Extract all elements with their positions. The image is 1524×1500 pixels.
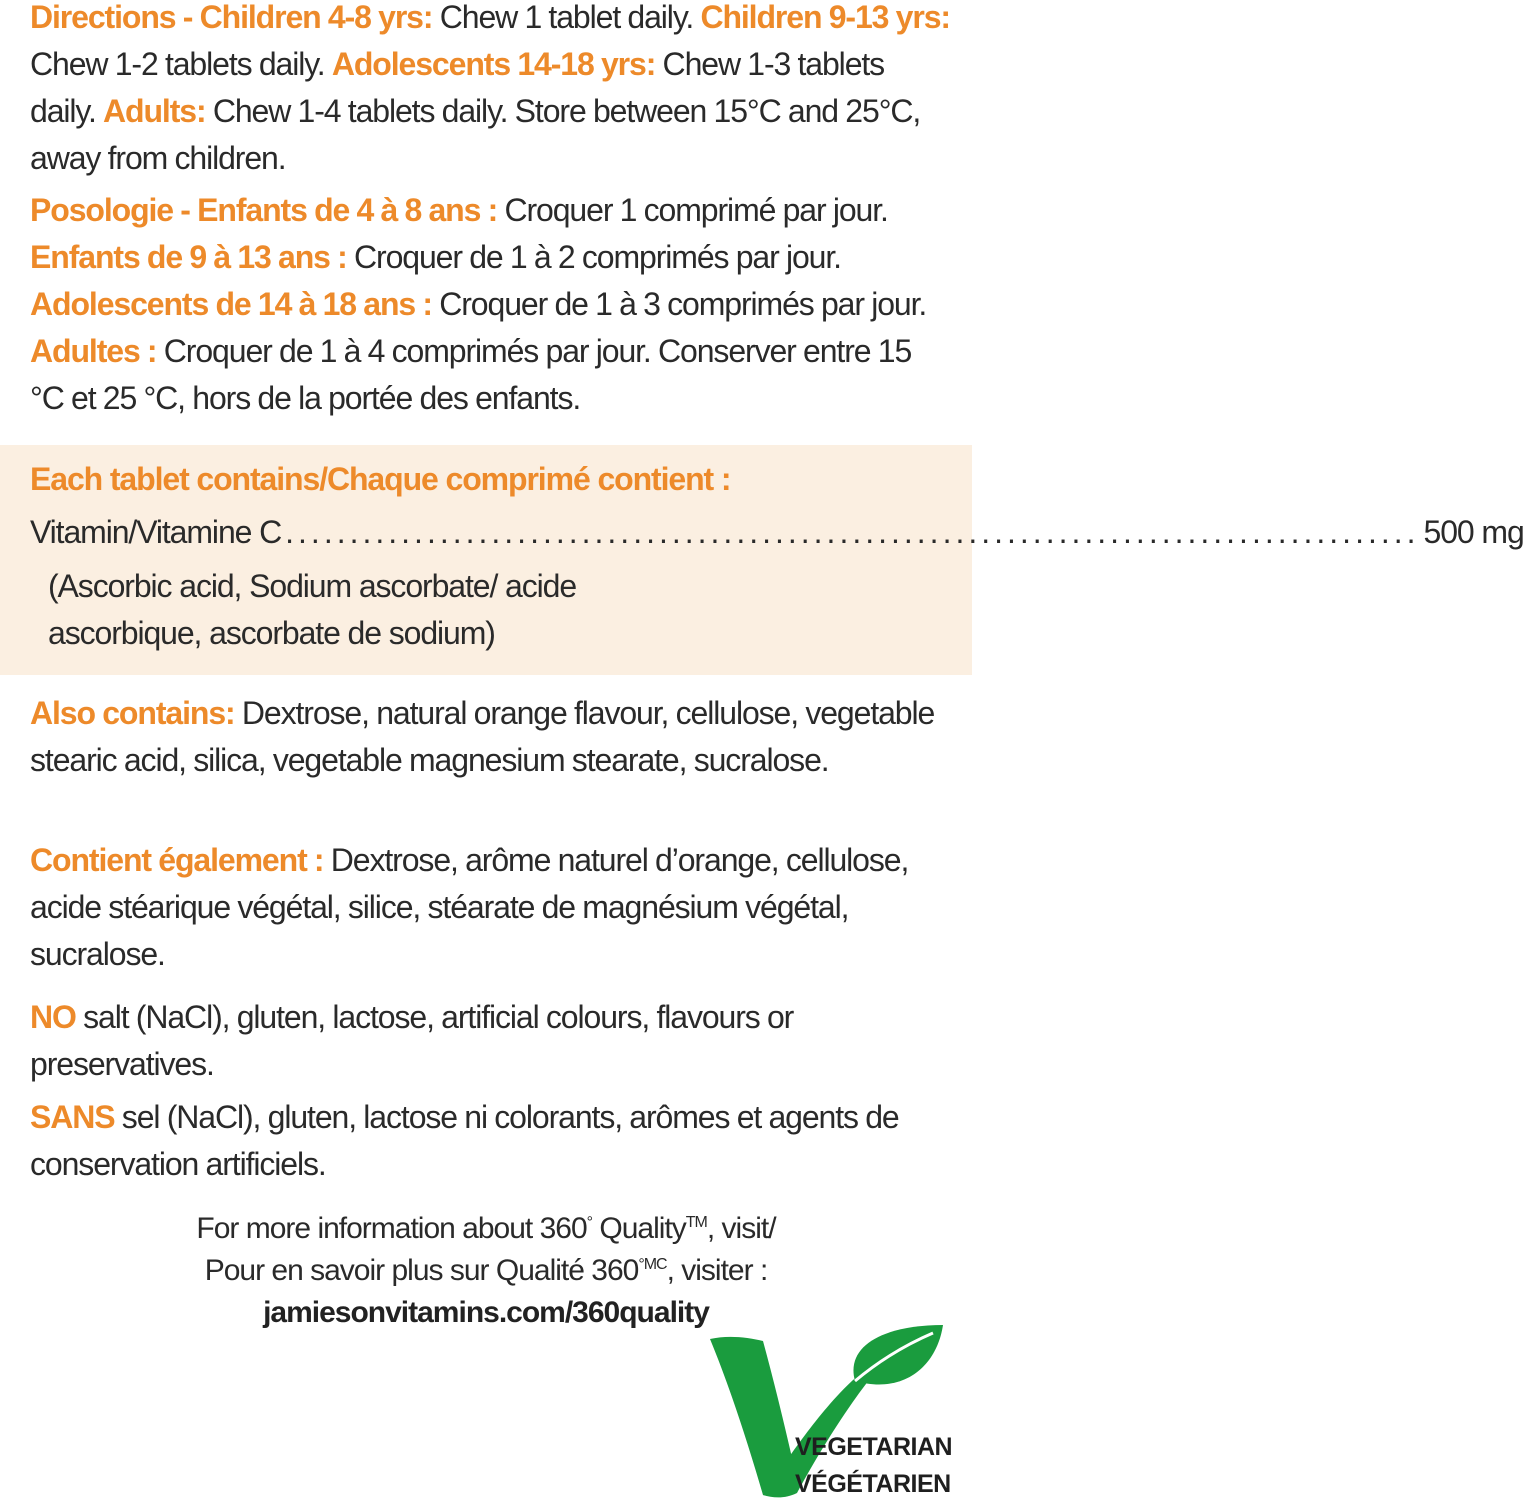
directions-en: Directions - Children 4-8 yrs: Chew 1 tablet daily. Children 9-13 yrs: Chew 1-2 tablets daily. Adolescents 14-18 yrs: Chew 1-3 tablets daily. Adults: Chew 1-4 tablets daily. Store between 15°C and 25°C, away from children.: [30, 0, 950, 176]
also-contains-en: Also contains: Dextrose, natural orange flavour, cellulose, vegetable stearic acid, silica, vegetable magnesium stearate, sucralose.: [30, 695, 935, 778]
free-from-en: NO salt (NaCl), gluten, lactose, artificial colours, flavours or preservatives.: [30, 999, 794, 1082]
also-contains-fr: Contient également : Dextrose, arôme naturel d’orange, cellulose, acide stéarique végétal, silice, stéarate de magnésium végétal, sucralose.: [30, 842, 909, 972]
website-link[interactable]: jamiesonvitamins.com/360quality: [263, 1296, 709, 1329]
vitamin-amount: 500 mg: [1423, 514, 1524, 550]
free-from-fr: SANS sel (NaCl), gluten, lactose ni colorants, arômes et agents de conservation artificiels.: [30, 1099, 899, 1182]
vitamin-c-row: [30, 510, 1524, 554]
vegetarian-text: VEGETARIAN: [795, 1433, 953, 1461]
directions-fr: Posologie - Enfants de 4 à 8 ans : Croquer 1 comprimé par jour. Enfants de 9 à 13 ans : Croquer de 1 à 2 comprimés par jour. Adolescents de 14 à 18 ans : Croquer de 1 à 3 comprimés par jour. Adultes : Croquer de 1 à 4 comprimés par jour. Conserver entre 15 °C et 25 °C, hors de la portée des enfants.: [30, 192, 927, 416]
more-info-en: For more information about 360° Quality™, visit/: [196, 1212, 776, 1245]
ingredients-title: Each tablet contains/Chaque comprimé contient :: [30, 461, 731, 497]
vitamin-name: Vitamin/Vitamine C: [30, 514, 282, 550]
vitamin-source: (Ascorbic acid, Sodium ascorbate/ acide ascorbique, ascorbate de sodium): [48, 568, 577, 651]
more-info: [0, 1208, 972, 1334]
more-info-fr: Pour en savoir plus sur Qualité $360^{^\circ MC}$, visiter :: [204, 1254, 768, 1287]
vegetarien-text: VÉGÉTARIEN: [795, 1470, 951, 1498]
leader-dots: ........................................................................................: [285, 514, 1420, 550]
